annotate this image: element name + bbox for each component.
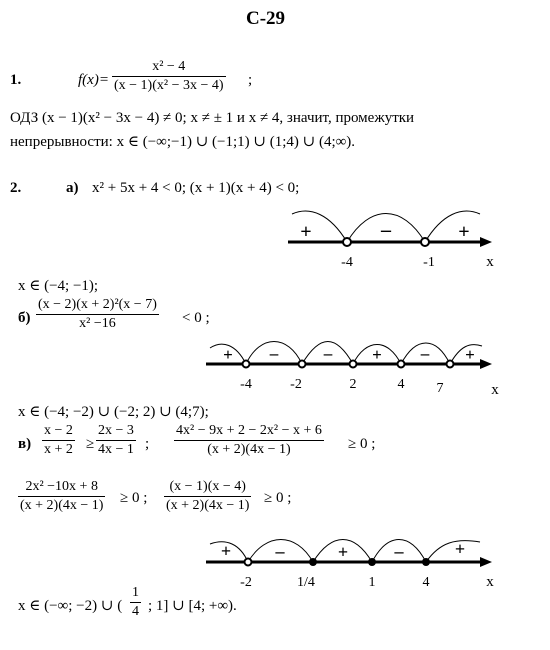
part-a-answer: x ∈ (−4; −1); xyxy=(18,278,99,294)
part-c-relation-4: ≥ 0 ; xyxy=(120,490,148,506)
tick-c-4: 4 xyxy=(422,575,430,590)
part-c-fraction-1 xyxy=(42,422,75,459)
axis-var-c: x xyxy=(486,574,494,590)
part-c-answer-start: x ∈ (−∞; −2) ∪ ( xyxy=(18,598,123,614)
tick-b-4: 4 xyxy=(397,377,405,392)
sign-c-1: + xyxy=(220,541,232,561)
tick-a-minus4: -4 xyxy=(341,255,353,270)
point-c-minus2 xyxy=(245,559,252,566)
point-b-minus4 xyxy=(243,361,250,368)
part-c-label: в) xyxy=(18,436,32,452)
part-c-answer-numerator: 1 xyxy=(132,585,139,600)
part-a-expression: x² + 5x + 4 < 0; (x + 1)(x + 4) < 0; xyxy=(92,180,300,196)
problem-2-number: 2. xyxy=(10,180,22,196)
page-title: С-29 xyxy=(246,8,286,29)
tick-b-minus2: -2 xyxy=(290,377,302,392)
point-b-7 xyxy=(447,361,454,368)
arrow-a xyxy=(480,237,492,247)
part-c-answer-fraction xyxy=(130,584,141,621)
part-c-answer-end: ; 1] ∪ [4; +∞). xyxy=(148,598,237,614)
sign-a-1: + xyxy=(300,221,312,243)
domain-line-1: ОДЗ (x − 1)(x² − 3x − 4) ≠ 0; x ≠ ± 1 и x ≠ 4, значит, промежутки xyxy=(10,110,415,126)
part-c-fraction-2 xyxy=(96,422,136,459)
point-b-2 xyxy=(350,361,357,368)
part-c-fraction-5-denominator: (x + 2)(4x − 1) xyxy=(166,498,250,513)
part-c-fraction-2-denominator: 4x − 1 xyxy=(98,442,134,457)
part-c-ge-sign: ≥ xyxy=(86,436,95,452)
part-c-fraction-1-denominator: x + 2 xyxy=(44,442,73,457)
tick-c-minus2: -2 xyxy=(240,575,252,590)
function-semicolon: ; xyxy=(248,72,253,88)
sign-a-3: + xyxy=(458,221,470,243)
function-fraction xyxy=(112,58,226,95)
tick-b-7: 7 xyxy=(436,381,444,396)
axis-var-b: x xyxy=(491,382,499,398)
axis-var-a: x xyxy=(486,254,494,270)
point-b-minus2 xyxy=(299,361,306,368)
part-c-fraction-3-numerator: 4x² − 9x + 2 − 2x² − x + 6 xyxy=(176,423,322,438)
sign-b-6: + xyxy=(465,345,475,364)
part-c-fraction-1-numerator: x − 2 xyxy=(44,423,73,438)
arc-a-3 xyxy=(425,211,480,242)
sign-c-4: – xyxy=(394,541,404,561)
point-b-4 xyxy=(398,361,405,368)
part-c-fraction-3-denominator: (x + 2)(4x − 1) xyxy=(207,442,291,457)
part-b-denominator: x² −16 xyxy=(79,316,116,331)
tick-b-minus4: -4 xyxy=(240,377,252,392)
part-c-fraction-3 xyxy=(174,422,324,459)
sign-b-3: – xyxy=(323,344,333,363)
sign-c-3: + xyxy=(337,542,349,562)
tick-b-2: 2 xyxy=(349,377,357,392)
sign-b-4: + xyxy=(372,345,382,364)
part-c-fraction-4-denominator: (x + 2)(4x − 1) xyxy=(20,498,104,513)
part-c-semicolon: ; xyxy=(145,436,150,452)
arrow-b xyxy=(480,359,492,369)
sign-chart-a xyxy=(280,200,510,272)
part-c-fraction-4 xyxy=(18,478,105,515)
part-c-fraction-5-numerator: (x − 1)(x − 4) xyxy=(169,479,246,494)
part-c-relation-5: ≥ 0 ; xyxy=(264,490,292,506)
part-c-fraction-5 xyxy=(164,478,251,515)
part-b-label: б) xyxy=(18,310,31,326)
sign-a-2: – xyxy=(381,219,391,241)
point-c-1 xyxy=(368,558,376,566)
part-b-relation: < 0 ; xyxy=(182,310,210,326)
part-b-numerator: (x − 2)(x + 2)²(x − 7) xyxy=(38,297,157,312)
sign-chart-c xyxy=(200,530,510,592)
part-a-label: а) xyxy=(66,180,79,196)
point-a-minus1 xyxy=(421,238,429,246)
sign-c-2: – xyxy=(275,541,285,561)
part-c-answer-denominator: 4 xyxy=(132,604,139,619)
sign-chart-b xyxy=(200,330,510,398)
part-c-fraction-4-numerator: 2x² −10x + 8 xyxy=(25,479,98,494)
function-lhs: f(x)= xyxy=(78,72,109,88)
sign-c-5: + xyxy=(454,539,466,559)
sign-b-5: – xyxy=(420,344,430,363)
problem-1-number: 1. xyxy=(10,72,22,88)
part-b-fraction xyxy=(36,296,159,333)
point-c-4 xyxy=(422,558,430,566)
part-c-fraction-2-numerator: 2x − 3 xyxy=(98,423,134,438)
tick-c-quarter: 1/4 xyxy=(297,575,315,590)
tick-a-minus1: -1 xyxy=(423,255,435,270)
function-denominator: (x − 1)(x² − 3x − 4) xyxy=(114,78,224,93)
function-numerator: x² − 4 xyxy=(152,59,186,74)
domain-line-2: непрерывности: x ∈ (−∞;−1) ∪ (−1;1) ∪ (1;4) ∪ (4;∞). xyxy=(10,134,356,150)
point-c-quarter xyxy=(309,558,317,566)
tick-c-1: 1 xyxy=(368,575,376,590)
point-a-minus4 xyxy=(343,238,351,246)
part-b-answer: x ∈ (−4; −2) ∪ (−2; 2) ∪ (4;7); xyxy=(18,404,209,420)
arc-c-5 xyxy=(426,541,480,562)
sign-b-2: – xyxy=(269,344,279,363)
part-c-relation-3: ≥ 0 ; xyxy=(348,436,376,452)
sign-b-1: + xyxy=(223,345,233,364)
arrow-c xyxy=(480,557,492,567)
